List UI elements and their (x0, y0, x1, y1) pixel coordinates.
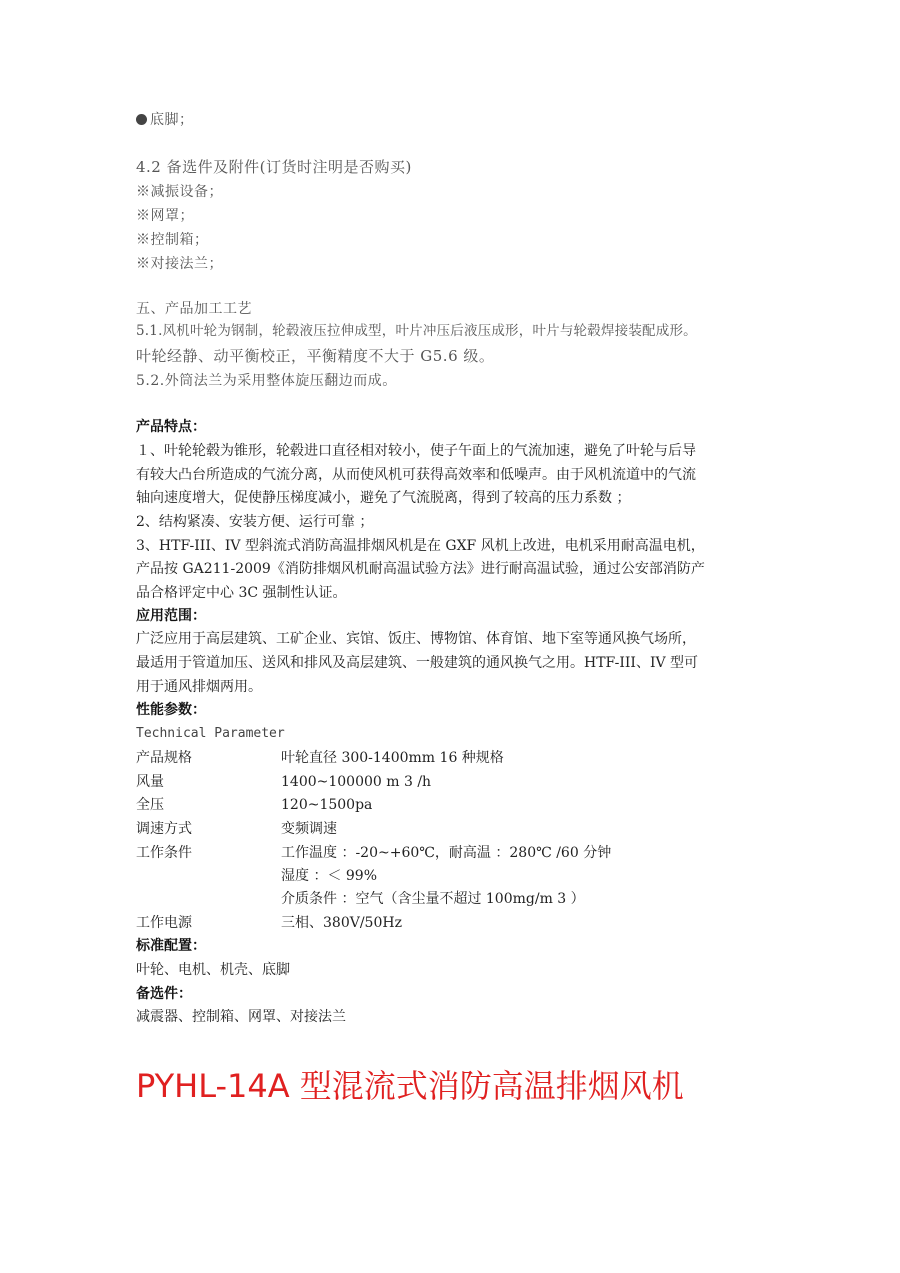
features-line: 品合格评定中心 3C 强制性认证。 (136, 585, 347, 601)
features-line: 有较大凸台所造成的气流分离，从而使风机可获得高效率和低噪声。由于风机流道中的气流 (136, 467, 696, 483)
parameter-row (136, 891, 585, 907)
features-heading: 产品特点： (136, 419, 206, 435)
parameter-row (136, 845, 612, 861)
accessory-item: ※减振设备； (136, 184, 223, 200)
features-line: 3、HTF-III、IV 型斜流式消防高温排烟风机是在 GXF 风机上改进，电机采用耐高温电机， (136, 538, 705, 554)
features-line: 2、结构紧凑、安装方便、运行可靠 ； (136, 514, 374, 530)
parameter-value: 介质条件 ：空气（含尘量不超过 100mg/m 3 ） (281, 891, 585, 907)
features-line: 产品按 GA211-2009《消防排烟风机耐高温试验方法》进行耐高温试验，通过公安部消防产 (136, 561, 705, 577)
parameter-value: 工作温度 ：-20~+60℃，耐高温 ：280℃ /60 分钟 (281, 845, 612, 861)
base-item-text: 底脚； (150, 112, 194, 128)
parameter-row (136, 797, 373, 813)
bullet-icon (136, 114, 147, 125)
parameter-key: 风量 (136, 774, 164, 790)
section-42-heading: 4.2 备选件及附件(订货时注明是否购买) (136, 158, 412, 176)
accessory-item: ※对接法兰； (136, 256, 223, 272)
parameter-key: 工作条件 (136, 845, 192, 861)
parameter-value: 叶轮直径 300-1400mm 16 种规格 (281, 750, 504, 766)
product-title: PYHL-14A 型混流式消防高温排烟风机 (136, 1067, 684, 1105)
optional-heading: 备选件： (136, 986, 192, 1002)
accessory-item: ※控制箱； (136, 232, 209, 248)
parameter-row (136, 868, 378, 884)
optional-text: 减震器、控制箱、网罩、对接法兰 (136, 1009, 346, 1025)
accessory-item: ※网罩； (136, 208, 194, 224)
parameters-heading: 性能参数： (136, 702, 206, 718)
parameter-value: 120~1500pa (281, 797, 373, 813)
features-line: １、叶轮轮毂为锥形，轮毂进口直径相对较小，使子午面上的气流加速，避免了叶轮与后导 (136, 443, 696, 459)
process-line: 5.2.外筒法兰为采用整体旋压翻边而成。 (136, 373, 397, 389)
parameter-row (136, 750, 504, 766)
application-line: 用于通风排烟两用。 (136, 679, 262, 695)
process-line: 5.1.风机叶轮为钢制，轮毂液压拉伸成型，叶片冲压后液压成形，叶片与轮毂焊接装配成形。 (136, 323, 697, 339)
parameter-row (136, 915, 402, 931)
base-item (136, 113, 194, 127)
section-5-heading: 五、产品加工工艺 (136, 301, 252, 317)
parameter-row (136, 821, 337, 837)
parameter-key: 工作电源 (136, 915, 192, 931)
application-line: 广泛应用于高层建筑、工矿企业、宾馆、饭庄、博物馆、体育馆、地下室等通风换气场所， (136, 631, 696, 647)
standard-heading: 标准配置： (136, 938, 206, 954)
parameter-value: 变频调速 (281, 821, 337, 837)
parameters-subheading: Technical Parameter (136, 726, 285, 741)
standard-text: 叶轮、电机、机壳、底脚 (136, 962, 290, 978)
parameter-value: 湿度 ：＜ 99% (281, 868, 378, 884)
process-line: 叶轮经静、动平衡校正，平衡精度不大于 G5.6 级。 (136, 347, 495, 365)
parameter-key: 调速方式 (136, 821, 192, 837)
parameter-value: 1400~100000 m 3 /h (281, 774, 432, 790)
features-line: 轴向速度增大，促使静压梯度减小，避免了气流脱离，得到了较高的压力系数 ； (136, 490, 631, 506)
parameter-value: 三相、380V/50Hz (281, 915, 402, 931)
parameter-key: 产品规格 (136, 750, 192, 766)
parameter-row (136, 774, 432, 790)
parameter-key: 全压 (136, 797, 164, 813)
application-line: 最适用于管道加压、送风和排风及高层建筑、一般建筑的通风换气之用。HTF-III、IV 型可 (136, 655, 699, 671)
application-heading: 应用范围： (136, 608, 206, 624)
